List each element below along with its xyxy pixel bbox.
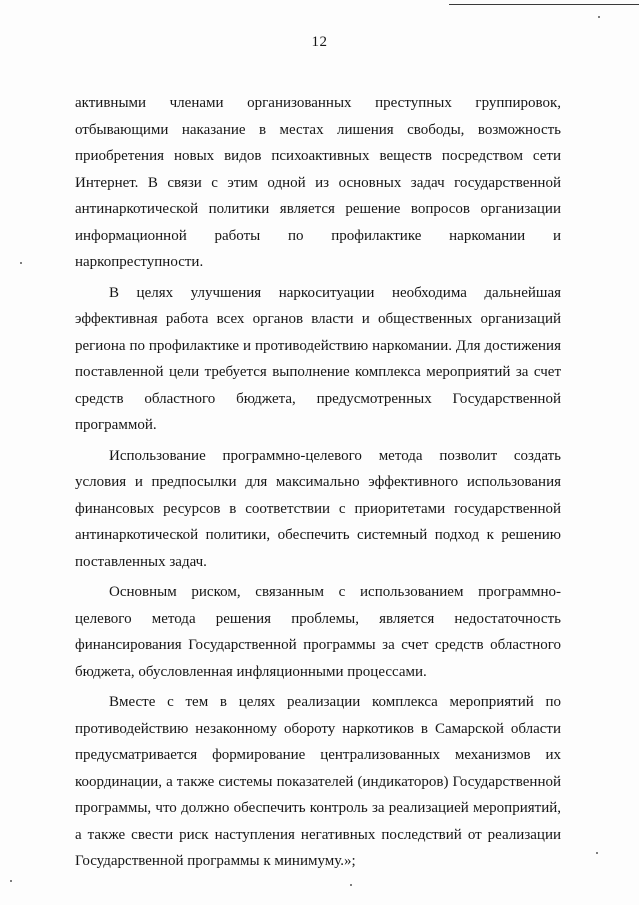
paragraph-5: Вместе с тем в целях реализации комплекса мероприятий по противодействию незаконному обороту наркотиков в Самарской области предусматривается формирование централизованных механизмов их координации, а также системы показателей (индикаторов) Государственной программы, что должно обеспечить контроль за реализацией мероприятий, а также свести риск наступления негативных последствий от реализации Государственной программы к минимуму.»; bbox=[75, 694, 561, 869]
paragraph-2: В целях улучшения наркоситуации необходима дальнейшая эффективная работа всех органов власти и общественных организаций региона по профилактике и противодействию наркомании. Для достижения поставленной цели требуется выполнение комплекса мероприятий за счет средств областного бюджета, предусмотренных Государственной программой. bbox=[75, 284, 561, 433]
scan-speck bbox=[20, 262, 22, 264]
paragraph-4: Основным риском, связанным с использованием программно-целевого метода решения проблемы, является недостаточность финансирования Государственной программы за счет средств областного бюджета, обусловленная инфляционными процессами. bbox=[75, 584, 561, 680]
scan-speck bbox=[10, 880, 12, 882]
scan-speck bbox=[596, 852, 598, 854]
scan-edge-line bbox=[449, 4, 639, 5]
scan-speck bbox=[350, 884, 352, 886]
document-body bbox=[75, 90, 561, 879]
paragraph-3: Использование программно-целевого метода позволит создать условия и предпосылки для максимально эффективного использования финансовых ресурсов в соответствии с приоритетами государственной антинаркотической политики, обеспечить системный подход к решению поставленных задач. bbox=[75, 447, 561, 570]
scan-speck bbox=[598, 16, 600, 18]
paragraph-1: активными членами организованных преступных группировок, отбывающими наказание в местах лишения свободы, возможность приобретения новых видов психоактивных веществ посредством сети Интернет. В связи с этим одной из основных задач государственной антинаркотической политики является решение вопросов организации информационной работы по профилактике наркомании и наркопреступности. bbox=[75, 95, 561, 270]
page-number: 12 bbox=[311, 34, 328, 50]
